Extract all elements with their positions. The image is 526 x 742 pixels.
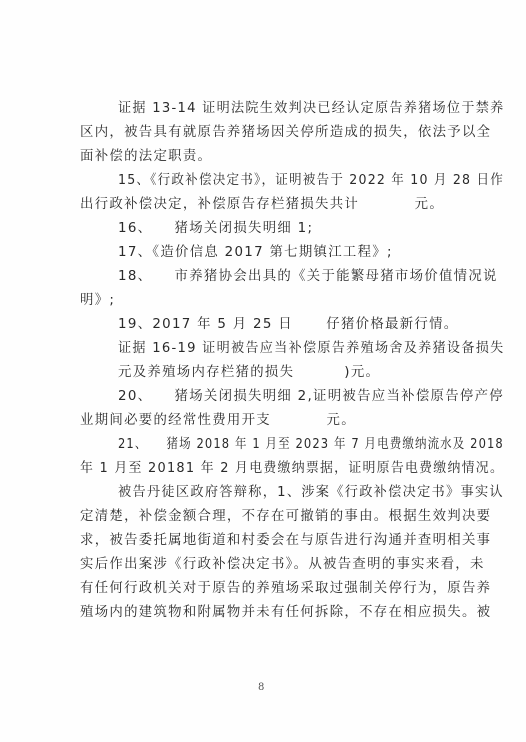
text-line: 实后作出案涉《行政补偿决定书》。从被告查明的事实来看，未 [80, 557, 485, 572]
text-line: 16、 猪场关闭损失明细 1; [118, 221, 314, 236]
text-line: 19、2017 年 5 月 25 日 仔猪价格最新行情。 [118, 317, 459, 332]
text-line: 业期间必要的经常性费用开支 元。 [80, 413, 356, 428]
text-line: 21、 猪场 2018 年 1 月至 2023 年 7 月电费缴纳流水及 2018 [118, 437, 504, 452]
text-line: 出行政补偿决定，补偿原告存栏猪损失共计 元。 [80, 197, 445, 212]
text-line: 18、 市养猪协会出具的《关于能繁母猪市场价值情况说 [118, 269, 498, 284]
text-line: 被告丹徒区政府答辩称，1、涉案《行政补偿决定书》事实认 [118, 485, 504, 500]
text-line: 年 1 月至 20181 年 2 月电费缴纳票据，证明原告电费缴纳情况。 [80, 461, 505, 476]
text-line: 证据 13-14 证明法院生效判决已经认定原告养猪场位于禁养 [118, 101, 505, 116]
text-line: 17、《造价信息 2017 第七期镇江工程》; [118, 245, 393, 260]
text-line: 20、 猪场关闭损失明细 2,证明被告应当补偿原告停产停 [118, 389, 504, 404]
text-line: 殖场内的建筑物和附属物并未有任何拆除，不存在相应损失。被 [80, 605, 492, 620]
text-line: 15、《行政补偿决定书》，证明被告于 2022 年 10 月 28 日作 [118, 173, 505, 188]
text-line: 求，被告委托属地街道和村委会在与原告进行沟通并查明相关事 [80, 533, 492, 548]
text-line: 有任何行政机关对于原告的养殖场采取过强制关停行为，原告养 [80, 581, 492, 596]
page-number: 8 [258, 682, 265, 693]
text-line: 明》; [80, 293, 116, 308]
text-line: 证据 16-19 证明被告应当补偿原告养殖场舍及养猪设备损失 [118, 341, 505, 356]
text-line: 区内，被告具有就原告养猪场因关停所造成的损失，依法予以全 [80, 125, 492, 140]
text-line: 面补偿的法定职责。 [80, 149, 213, 164]
text-line: 元及养殖场内存栏猪的损失 )元。 [118, 365, 381, 380]
text-line: 定清楚，补偿金额合理，不存在可撤销的事由。根据生效判决要 [80, 509, 492, 524]
